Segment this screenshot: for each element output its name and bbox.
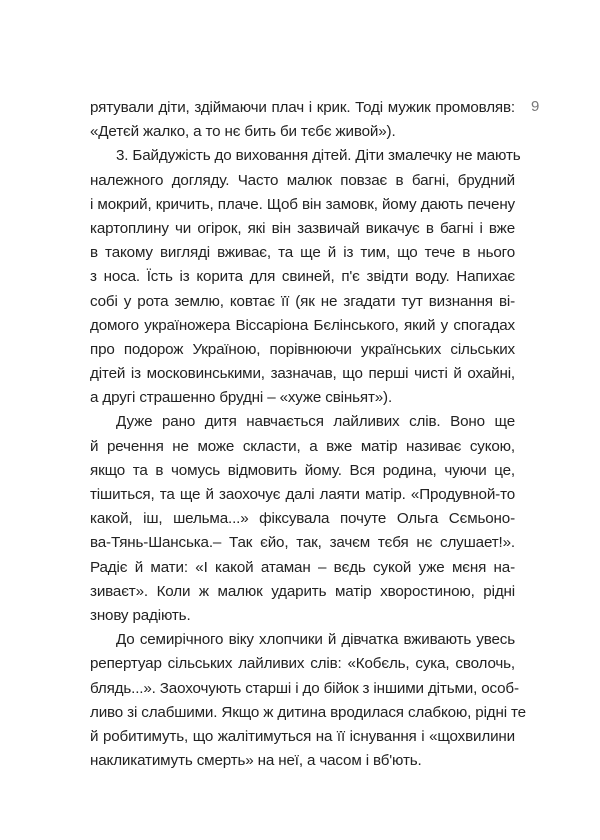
text-line: домого україножера Віссаріона Бєлінського, який у спогадах bbox=[90, 316, 515, 334]
text-line: а другі страшенно брудні – «хуже свіньят»). bbox=[90, 389, 393, 407]
body-text bbox=[90, 96, 526, 773]
text-line: в такому вигляді вживає, та ще й із тим, що тече в нього bbox=[90, 244, 515, 262]
text-line: Радіє й мати: «І какой атаман – вєдь сукой уже мєня на- bbox=[90, 558, 515, 576]
text-line: й речення не може скласти, а вже матір називає сукою, bbox=[90, 437, 515, 455]
text-line: дітей із московинськими, зазначав, що перші чисті й охайні, bbox=[90, 365, 515, 383]
text-line: тішиться, та ще й заохочує далі лаяти матір. «Продувной-то bbox=[90, 486, 515, 503]
text-line: накликатимуть смерть» на неї, а часом і вб'ють. bbox=[90, 752, 422, 770]
text-line: знову радіють. bbox=[90, 606, 191, 624]
text-line: з носа. Їсть із корита для свиней, п'є звідти воду. Напихає bbox=[90, 268, 515, 286]
text-line: належного догляду. Часто малюк повзає в багні, брудний bbox=[90, 171, 515, 189]
text-line: «Детєй жалко, а то нє бить би тєбє живой»). bbox=[90, 123, 396, 141]
text-line: якщо та в чомусь відмовить йому. Вся родина, чуючи це, bbox=[90, 461, 515, 479]
text-line: про подорож Україною, порівнюючи українських сільських bbox=[90, 340, 515, 358]
text-line: репертуар сільських лайливих слів: «Кобєль, сука, сволочь, bbox=[90, 655, 515, 673]
page-number: 9 bbox=[531, 98, 540, 115]
text-line: й робитимуть, що жалітимуться на її існування і «щохвилини bbox=[90, 727, 515, 745]
text-line: рятували діти, здіймаючи плач і крик. Тоді мужик промовляв: bbox=[90, 99, 515, 116]
text-line: 3. Байдужість до виховання дітей. Діти змалечку не мають bbox=[116, 147, 521, 165]
text-line: До семирічного віку хлопчики й дівчатка вживають увесь bbox=[116, 631, 515, 649]
text-line: блядь...». Заохочують старші і до бійок з іншими дітьми, особ- bbox=[90, 679, 519, 697]
text-line: ливо зі слабшими. Якщо ж дитина вродилася слабкою, рідні те bbox=[90, 703, 526, 721]
text-line: зиваєт». Коли ж малюк ударить матір хворостиною, рідні bbox=[90, 582, 515, 600]
text-line: картоплину чи огірок, які він зазвичай викачує в багні і вже bbox=[90, 219, 515, 237]
text-line: какой, іш, шельма...» фіксувала почуте Ольга Сємьоно- bbox=[90, 510, 515, 528]
text-line: собі у рота землю, ковтає її (як не згадати тут визнання ві- bbox=[90, 292, 515, 310]
text-line: ва-Тянь-Шанська.– Так єйо, так, зачєм тєбя нє слушает!». bbox=[90, 534, 515, 552]
text-line: і мокрий, кричить, плаче. Щоб він замовк, йому дають печену bbox=[90, 195, 515, 213]
text-line: Дуже рано дитя навчається лайливих слів. Воно ще bbox=[116, 413, 515, 431]
